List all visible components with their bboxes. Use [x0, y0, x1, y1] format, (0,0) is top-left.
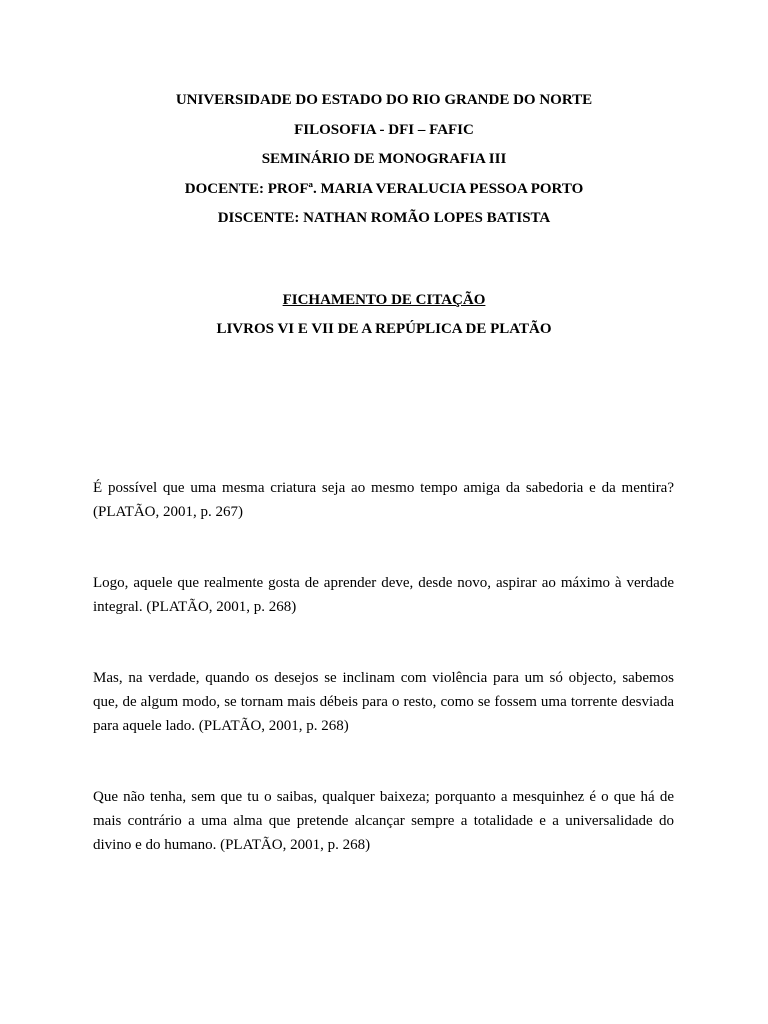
- document-subtitle: LIVROS VI E VII DE A REPÚPLICA DE PLATÃO: [216, 321, 552, 337]
- title-block: [0, 286, 768, 344]
- quote-paragraph: Que não tenha, sem que tu o saibas, qualquer baixeza; porquanto a mesquinhez é o que há de mais contrário a uma alma que pretende alcançar sempre a totalidade e a universalidade do divino e do humano. (PLATÃO, 2001, p. 268): [93, 789, 674, 853]
- docente-name: DOCENTE: PROFª. MARIA VERALUCIA PESSOA PORTO: [184, 180, 584, 197]
- course-name: SEMINÁRIO DE MONOGRAFIA III: [261, 151, 507, 167]
- department-name: FILOSOFIA - DFI – FAFIC: [294, 121, 474, 138]
- discente-name: DISCENTE: NATHAN ROMÃO LOPES BATISTA: [217, 210, 551, 226]
- quote-paragraph: É possível que uma mesma criatura seja ao mesmo tempo amiga da sabedoria e da mentira? (PLATÃO, 2001, p. 267): [93, 480, 674, 520]
- university-name: UNIVERSIDADE DO ESTADO DO RIO GRANDE DO NORTE: [175, 92, 593, 108]
- document-title: FICHAMENTO DE CITAÇÃO: [282, 292, 486, 308]
- document-header: [0, 86, 768, 234]
- quote-paragraph: Logo, aquele que realmente gosta de aprender deve, desde novo, aspirar ao máximo à verdade integral. (PLATÃO, 2001, p. 268): [93, 575, 674, 615]
- quote-paragraph: Mas, na verdade, quando os desejos se inclinam com violência para um só objecto, sabemos que, de algum modo, se tornam mais débeis para o resto, como se fossem uma torrente desviada para aquele lado. (PLATÃO, 2001, p. 268): [93, 670, 674, 734]
